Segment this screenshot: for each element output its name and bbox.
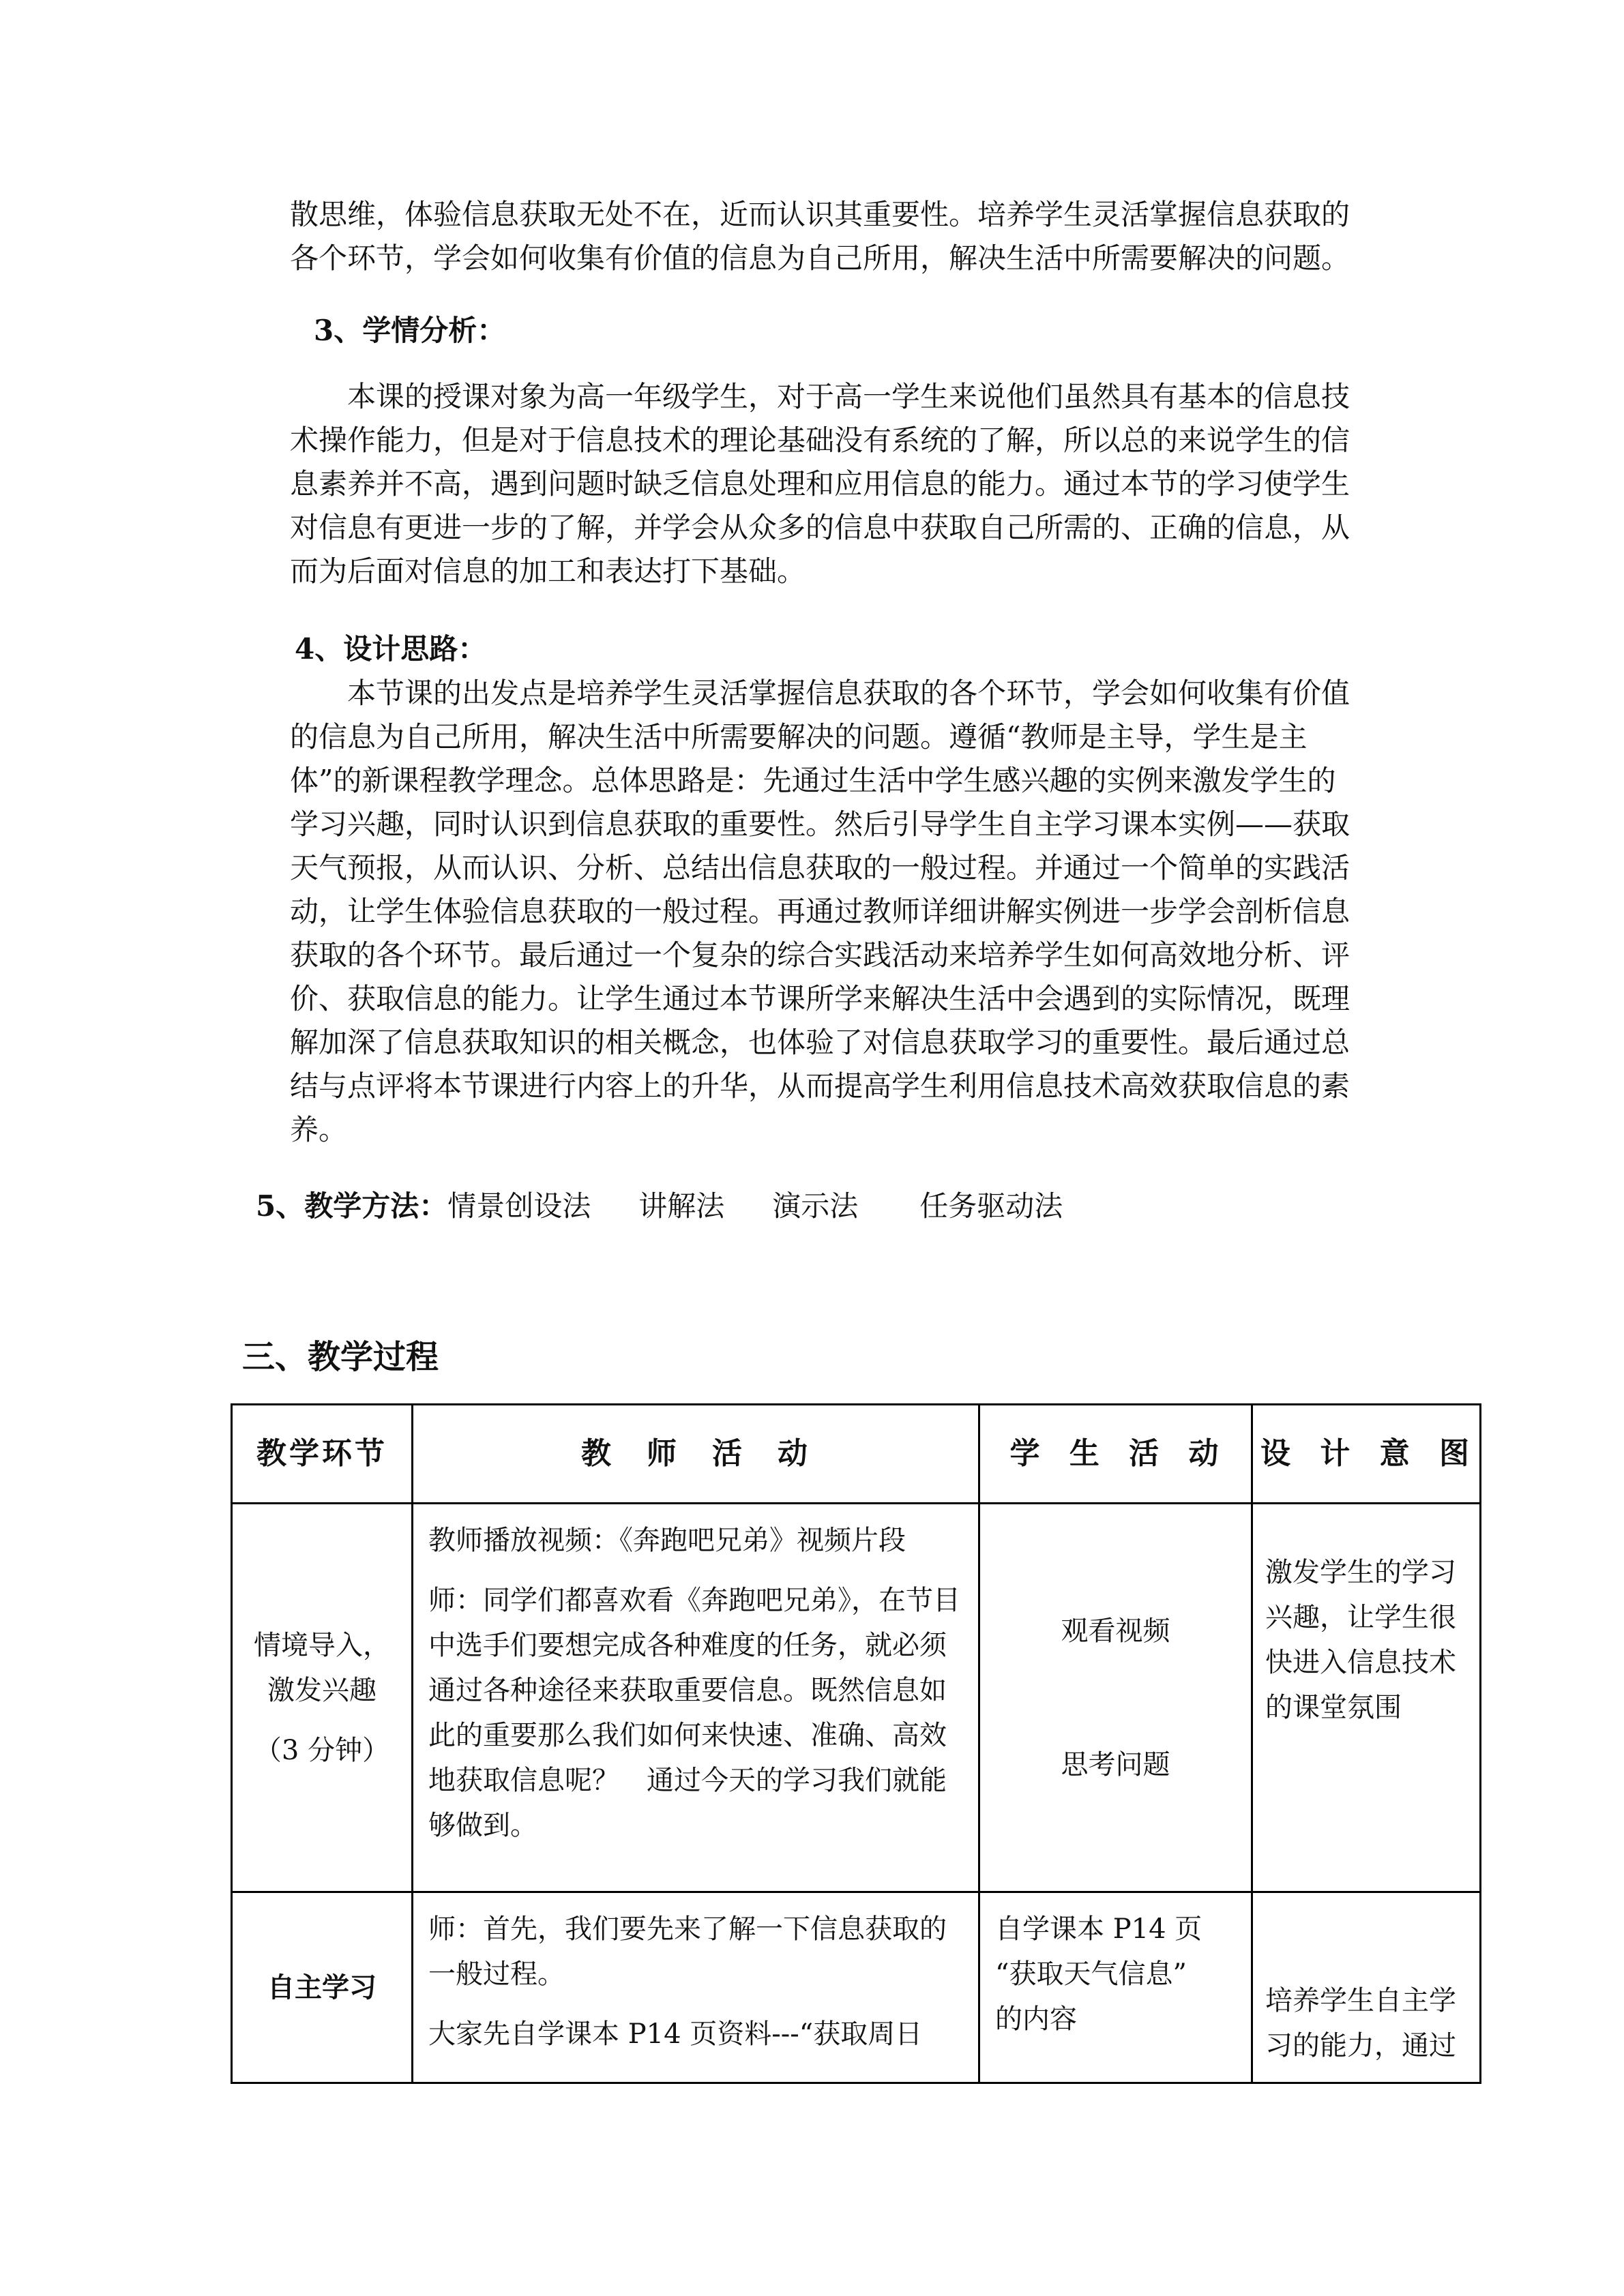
section-3-heading: 3、学情分析： [314,314,506,347]
method-item: 演示法 [772,1189,859,1223]
stage-line: 激发兴趣 [267,1674,377,1706]
section-3-line: 对信息有更进一步的了解，并学会从众多的信息中获取自己所需的、正确的信息，从 [290,511,1350,544]
section-4-line: 获取的各个环节。最后通过一个复杂的综合实践活动来培养学生如何高效地分析、评 [290,938,1350,972]
teacher-activity-text: 大家先自学课本 P14 页资料---“获取周日 [428,2018,923,2050]
header-design-intent: 设 计 意 图 [1252,1405,1481,1504]
table-header-row [232,1405,1481,1504]
stage-line: （3 分钟） [254,1734,390,1766]
section-4-line: 结与点评将本节课进行内容上的升华，从而提高学生利用信息技术高效获取信息的素 [290,1069,1350,1103]
student-activity-text: 自学课本 P14 页 [995,1913,1202,1945]
intro-line: 散思维，体验信息获取无处不在，近而认识其重要性。培养学生灵活掌握信息获取的 [290,198,1350,231]
student-activity-text: 的内容 [995,2003,1077,2035]
student-activity-text: 思考问题 [1061,1748,1170,1780]
section-4-line: 价、获取信息的能力。让学生通过本节课所学来解决生活中会遇到的实际情况，既理 [290,982,1350,1015]
section-5-methods [256,1184,1063,1228]
header-teacher-activity: 教 师 活 动 [413,1405,979,1504]
section-4-line: 天气预报，从而认识、分析、总结出信息获取的一般过程。并通过一个简单的实践活 [290,851,1350,884]
header-stage: 教学环节 [232,1405,413,1504]
stage-cell [232,1892,413,2083]
intro-line: 各个环节，学会如何收集有价值的信息为自己所用，解决生活中所需要解决的问题。 [290,241,1350,275]
student-activity-text: “获取天气信息” [995,1958,1187,1990]
student-activity-text: 观看视频 [1061,1615,1170,1647]
stage-line: 自主学习 [267,1971,377,2003]
section-4-line: 养。 [290,1113,348,1146]
section-4-line: 动，让学生体验信息获取的一般过程。再通过教师详细讲解实例进一步学会剖析信息 [290,895,1350,928]
table-row [232,1892,1481,2083]
teaching-process-table [231,1403,1481,2084]
table-row [232,1504,1481,1892]
intro-paragraph [290,193,1350,280]
method-item: 讲解法 [638,1189,725,1223]
section-4-line: 解加深了信息获取知识的相关概念，也体验了对信息获取学习的重要性。最后通过总 [290,1026,1350,1059]
teacher-activity-cell [413,1892,979,2083]
design-intent-text: 激发学生的学习兴趣，让学生很快进入信息技术的课堂氛围 [1265,1556,1456,1723]
section-3-line: 而为后面对信息的加工和表达打下基础。 [290,554,806,588]
design-intent-cell [1252,1504,1481,1892]
design-intent-text: 培养学生自主学习的能力，通过 [1265,1985,1456,2061]
section-4-line: 体”的新课程教学理念。总体思路是：先通过生活中学生感兴趣的实例来激发学生的 [290,764,1336,797]
section-4-line: 学习兴趣，同时认识到信息获取的重要性。然后引导学生自主学习课本实例——获取 [290,807,1350,841]
design-intent-cell [1252,1892,1481,2083]
section-3-line: 息素养并不高，遇到问题时缺乏信息处理和应用信息的能力。通过本节的学习使学生 [290,467,1350,501]
stage-cell [232,1504,413,1892]
section-3-line: 术操作能力，但是对于信息技术的理论基础没有系统的了解，所以总的来说学生的信 [290,423,1350,457]
stage-line: 情境导入， [254,1629,390,1661]
section-3-paragraph [290,375,1350,593]
method-item: 任务驱动法 [919,1189,1063,1223]
section-4-heading: 4、设计思路： [295,632,487,666]
teacher-activity-text: 师：首先，我们要先来了解一下信息获取的一般过程。 [428,1913,947,1990]
student-activity-cell [979,1504,1252,1892]
section-3-line: 本课的授课对象为高一年级学生，对于高一学生来说他们虽然具有基本的信息技 [347,380,1350,413]
header-student-activity: 学 生 活 动 [979,1405,1252,1504]
method-item: 情景创设法 [447,1189,591,1223]
section-4-paragraph [290,672,1350,1152]
section-4-line: 的信息为自己所用，解决生活中所需要解决的问题。遵循“教师是主导，学生是主 [290,720,1308,754]
student-activity-cell [979,1892,1252,2083]
teacher-activity-text: 师：同学们都喜欢看《奔跑吧兄弟》，在节目中选手们要想完成各种难度的任务，就必须通过各种途径来获取重要信息。既然信息如此的重要那么我们如何来快速、准确、高效地获取信息呢？ 通过今天的学习我们就能够做到。 [428,1585,960,1841]
section-5-heading: 5、教学方法： [256,1189,448,1223]
teacher-activity-cell [413,1504,979,1892]
teacher-activity-text: 教师播放视频：《奔跑吧兄弟》视频片段 [428,1525,906,1556]
teaching-process-title: 三、教学过程 [242,1338,439,1376]
section-4-line: 本节课的出发点是培养学生灵活掌握信息获取的各个环节，学会如何收集有价值 [347,676,1350,710]
